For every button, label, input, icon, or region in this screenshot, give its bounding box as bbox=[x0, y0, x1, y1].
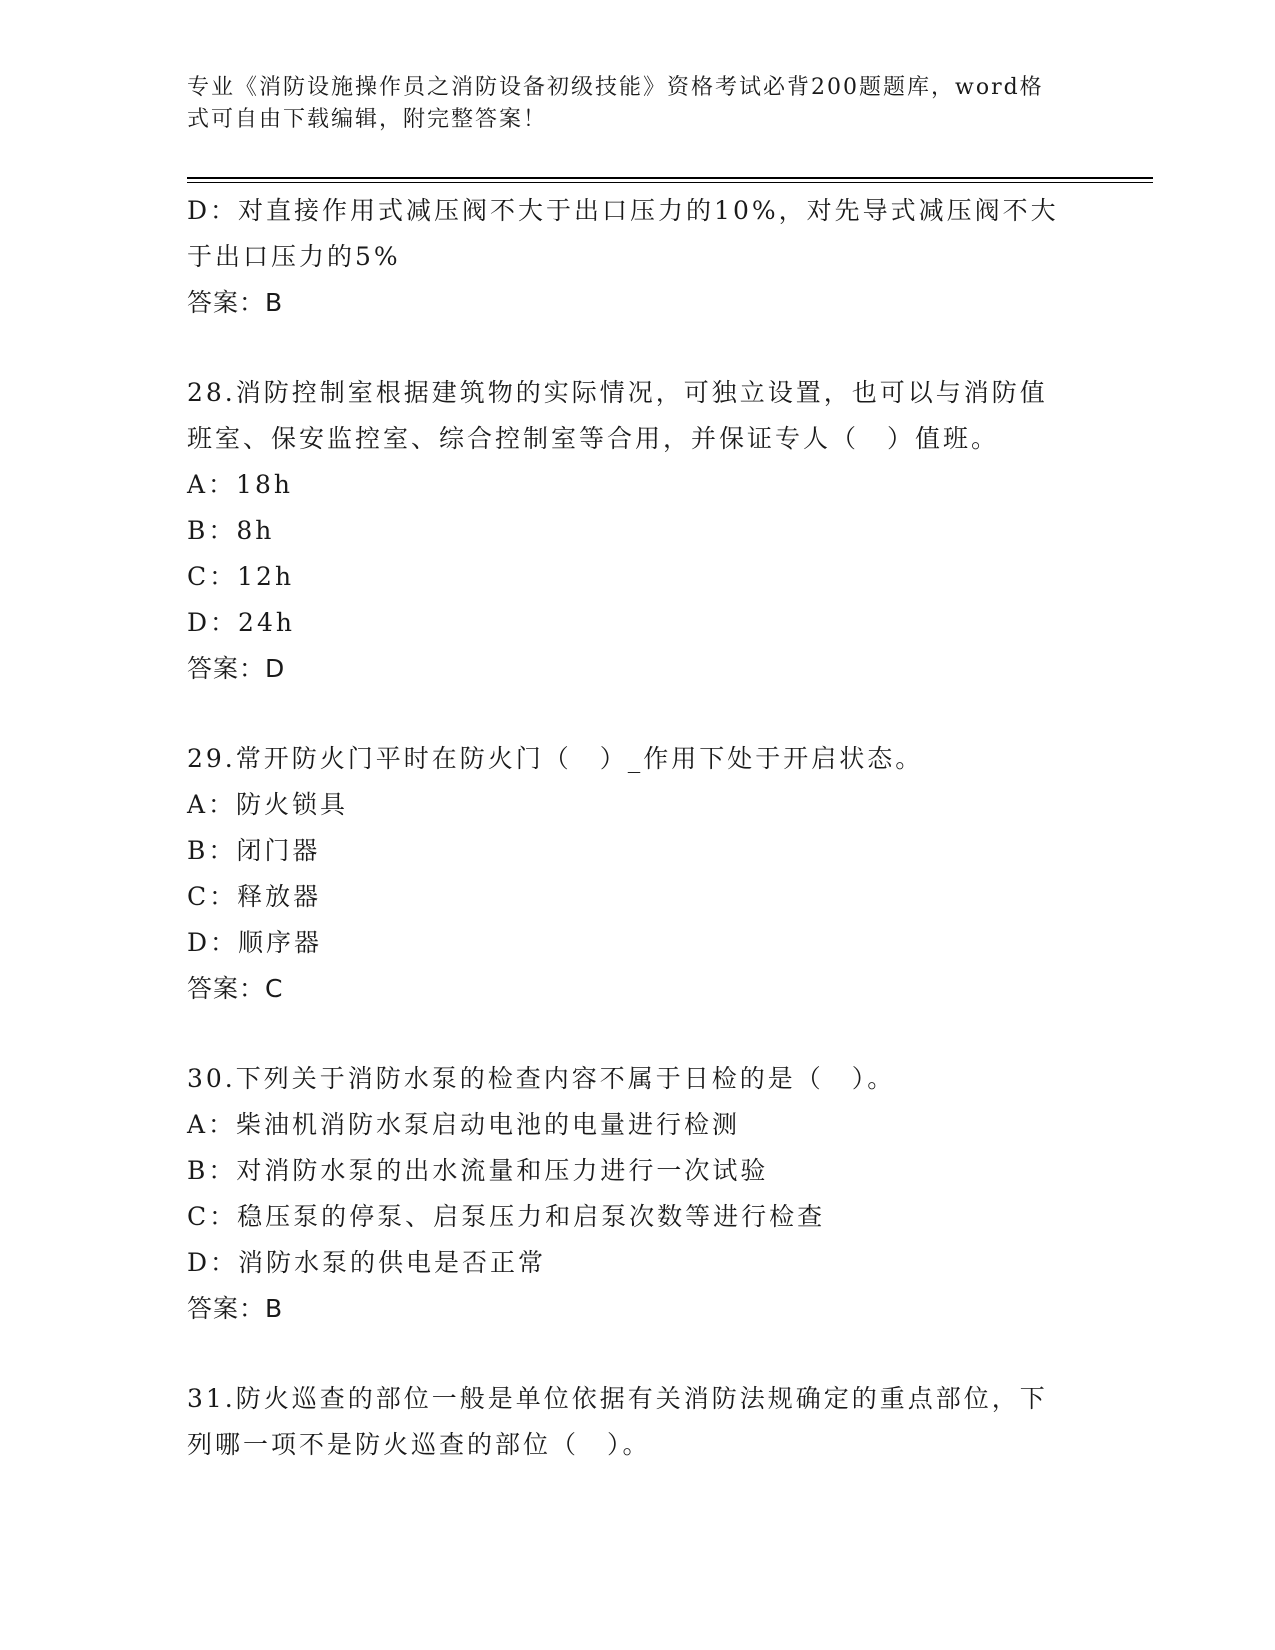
option-c: C：释放器 bbox=[187, 882, 322, 911]
previous-question-tail bbox=[187, 188, 1087, 326]
header-rule-thin bbox=[187, 182, 1153, 183]
option-a: A：18h bbox=[187, 470, 293, 499]
header-rule-thick bbox=[187, 177, 1153, 179]
question-stem-line-1: 29.常开防火门平时在防火门（ ）_作用下处于开启状态。 bbox=[187, 744, 924, 773]
option-d-line-1: D：对直接作用式减压阀不大于出口压力的10%，对先导式减压阀不大 bbox=[187, 196, 1059, 225]
header-line-1: 专业《消防设施操作员之消防设备初级技能》资格考试必背200题题库，word格 bbox=[187, 75, 1044, 100]
header-line-2: 式可自由下载编辑，附完整答案！ bbox=[187, 107, 548, 132]
option-a: A：防火锁具 bbox=[187, 790, 349, 819]
option-c: C：稳压泵的停泵、启泵压力和启泵次数等进行检查 bbox=[187, 1202, 826, 1231]
option-d: D：24h bbox=[187, 608, 295, 637]
question-stem-line-2: 列哪一项不是防火巡查的部位（ ）。 bbox=[187, 1430, 651, 1459]
option-d: D：顺序器 bbox=[187, 928, 323, 957]
answer-line: 答案：B bbox=[187, 288, 284, 317]
question-30 bbox=[187, 1056, 1087, 1332]
document-body bbox=[187, 188, 1087, 1468]
option-b: B：闭门器 bbox=[187, 836, 321, 865]
question-31 bbox=[187, 1376, 1087, 1468]
answer-line: 答案：C bbox=[187, 974, 284, 1003]
answer-line: 答案：B bbox=[187, 1294, 284, 1323]
option-c: C：12h bbox=[187, 562, 295, 591]
question-28 bbox=[187, 370, 1087, 692]
option-b: B：对消防水泵的出水流量和压力进行一次试验 bbox=[187, 1156, 769, 1185]
option-a: A：柴油机消防水泵启动电池的电量进行检测 bbox=[187, 1110, 741, 1139]
question-stem-line-1: 31.防火巡查的部位一般是单位依据有关消防法规确定的重点部位，下 bbox=[187, 1384, 1048, 1413]
question-stem-line-2: 班室、保安监控室、综合控制室等合用，并保证专人（ ）值班。 bbox=[187, 424, 1000, 453]
question-stem-line-1: 28.消防控制室根据建筑物的实际情况，可独立设置，也可以与消防值 bbox=[187, 378, 1048, 407]
option-d-line-2: 于出口压力的5% bbox=[187, 242, 401, 271]
answer-line: 答案：D bbox=[187, 654, 286, 683]
question-stem-line-1: 30.下列关于消防水泵的检查内容不属于日检的是（ ）。 bbox=[187, 1064, 896, 1093]
question-29 bbox=[187, 736, 1087, 1012]
document-header bbox=[187, 72, 1067, 136]
option-b: B：8h bbox=[187, 516, 275, 545]
option-d: D：消防水泵的供电是否正常 bbox=[187, 1248, 547, 1277]
